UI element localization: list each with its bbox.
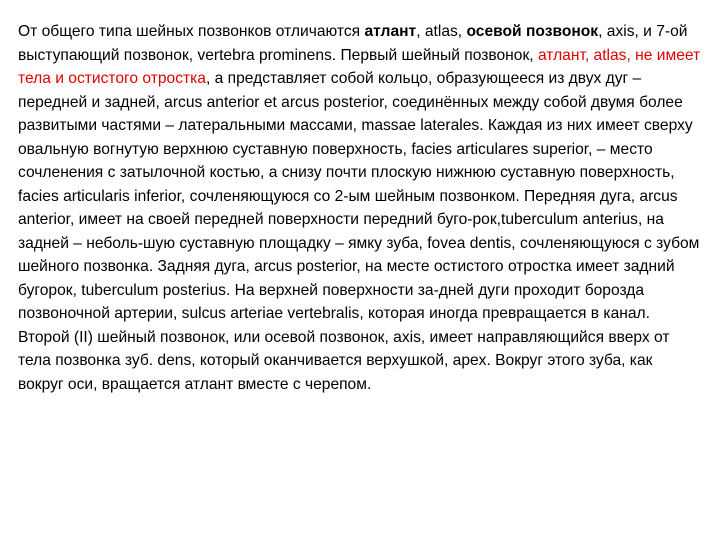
text-segment: , а представляет собой кольцо, образующееся из двух дуг – передней и задней, arcus anterior et arcus posterior, соединённых между собой двумя более развитыми частями – латеральными массами, massae laterales. Каждая из них имеет сверху овальную вогнутую верхнюю суставную поверхность, facies articulares superior, – место сочленения с затылочной костью, а снизу почти плоскую нижнюю суставную поверхность, facies articularis inferior, сочленяющуюся со 2-ым шейным позвонком. Передняя дуга, arcus anterior, имеет на своей передней поверхности передний буго-рок,tuberculum anterius, на задней – неболь-шую суставную площадку – ямку зуба, fovea dentis, сочленяющуюся с зубом шейного позвонка. Задняя дуга, arcus posterior, на месте остистого отростка имеет задний бугорок, tuberculum posterius. На верхней поверхности за-дней дуги проходит борозда позвоночной артерии, sulcus arteriae vertebralis, которая иногда превращается в канал. — [18, 70, 700, 322]
bold-term-atlas: атлант — [364, 23, 417, 40]
paragraph-atlas-description — [18, 20, 702, 326]
text-segment: , axis, и 7-ой выступающий позвонок, vertebra prominens. Первый шейный позвонок, — [18, 23, 688, 64]
text-segment: От общего типа шейных позвонков отличаются — [18, 23, 365, 40]
paragraph-axis-description: Второй (II) шейный позвонок, или осевой позвонок, axis, имеет направляющийся вверх от тела позвонка зуб. dens, который оканчивается верхушкой, apex. Вокруг этого зуба, как вокруг оси, вращается атлант вместе с черепом. — [18, 328, 670, 393]
bold-term-axis: осевой позвонок — [466, 23, 599, 40]
document-body — [18, 20, 702, 396]
text-segment: , atlas, — [416, 23, 467, 40]
highlighted-text-atlas-no-body: атлант, atlas, не имеет тела и остистого отростка — [18, 46, 701, 87]
